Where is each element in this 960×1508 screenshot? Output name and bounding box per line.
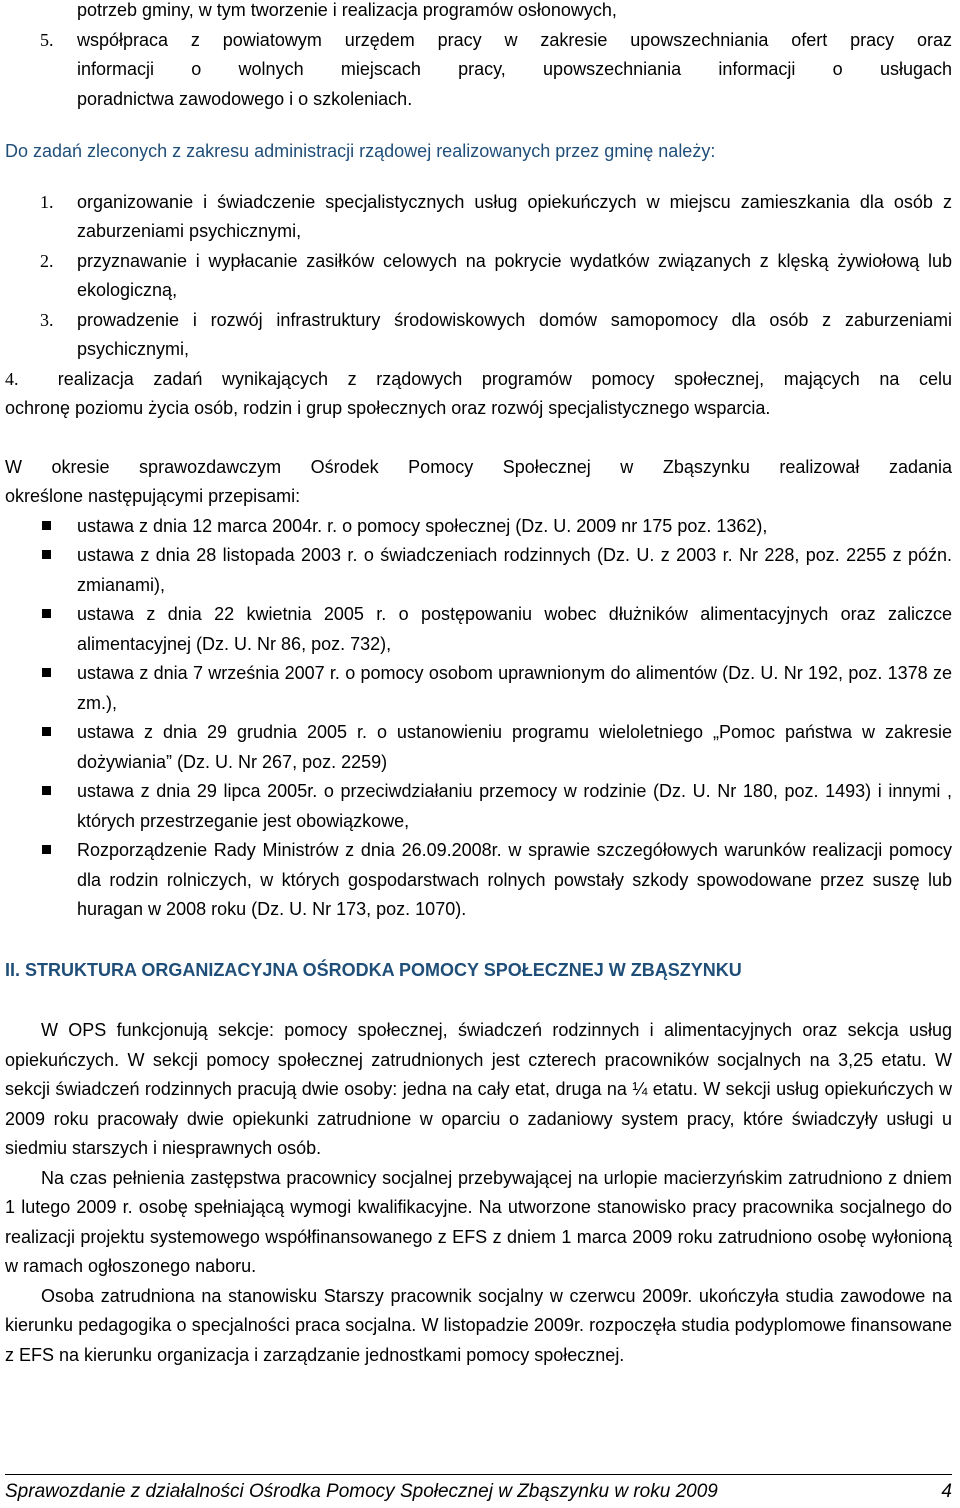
list-item bbox=[5, 836, 952, 925]
task-item-line: informacji o wolnych miejscach pracy, upowszechniania informacji o usługach bbox=[77, 59, 952, 79]
list-item bbox=[5, 777, 952, 836]
delegated-tasks-heading: Do zadań zleconych z zakresu administracji rządowej realizowanych przez gminę należy: bbox=[5, 141, 716, 161]
list-item-text: przyznawanie i wypłacanie zasiłków celowych na pokrycie wydatków związanych z klęską żywiołową lub ekologiczną, bbox=[77, 250, 952, 300]
square-bullet-icon bbox=[42, 609, 51, 618]
list-item bbox=[5, 718, 952, 777]
list-item-text: ustawa z dnia 22 kwietnia 2005 r. o postępowaniu wobec dłużników alimentacyjnych oraz zaliczce alimentacyjnej (Dz. U. Nr 86, poz. 732), bbox=[77, 604, 952, 654]
list-item bbox=[5, 247, 952, 306]
list-item bbox=[5, 188, 952, 247]
list-item-text: ustawa z dnia 12 marca 2004r. r. o pomocy społecznej (Dz. U. 2009 nr 175 poz. 1362), bbox=[77, 515, 768, 536]
page-footer bbox=[5, 1478, 952, 1506]
square-bullet-icon bbox=[42, 668, 51, 677]
square-bullet-icon bbox=[42, 845, 51, 854]
period-intro-line: określone następującymi przepisami: bbox=[5, 486, 301, 506]
list-item bbox=[5, 306, 952, 365]
task-item-line: współpraca z powiatowym urzędem pracy w zakresie upowszechniania ofert pracy oraz bbox=[77, 29, 952, 50]
footer-title: Sprawozdanie z działalności Ośrodka Pomocy Społecznej w Zbąszynku w roku 2009 bbox=[5, 1481, 718, 1502]
list-item-number: 3. bbox=[40, 309, 54, 330]
list-item-text: ustawa z dnia 29 lipca 2005r. o przeciwdziałaniu przemocy w rodzinie (Dz. U. Nr 180, poz. 1493) i innymi , których przestrzeganie jest obowiązkowe, bbox=[77, 781, 952, 831]
paragraph: Osoba zatrudniona na stanowisku Starszy pracownik socjalny w czerwcu 2009r. ukończyła studia zawodowe na kierunku pedagogika o specjalności praca socjalna. W listopadzie 2009r. rozpoczęła studia podyplomowe finansowane z EFS na kierunku organizacja i zarządzanie jednostkami pomocy społecznej. bbox=[5, 1285, 952, 1365]
task-4-line: ochronę poziomu życia osób, rodzin i grup społecznych oraz rozwój specjalistycznego wsparcia. bbox=[5, 398, 771, 418]
document-page bbox=[5, 0, 952, 1370]
square-bullet-icon bbox=[42, 786, 51, 795]
list-item bbox=[5, 659, 952, 718]
square-bullet-icon bbox=[42, 550, 51, 559]
square-bullet-icon bbox=[42, 521, 51, 530]
task-item-line: poradnictwa zawodowego i o szkoleniach. bbox=[77, 88, 413, 109]
list-item-number: 4. bbox=[5, 368, 19, 389]
paragraph: W OPS funkcjonują sekcje: pomocy społecznej, świadczeń rodzinnych i alimentacyjnych oraz sekcja usług opiekuńczych. W sekcji pomocy społecznej zatrudnionych jest czterech pracowników socjalnych na 3,25 etatu. W sekcji świadczeń rodzinnych pracują dwie osoby: jedna na cały etat, druga na ¼ etatu. W sekcji usług opiekuńczych w 2009 roku pracowały dwie opiekunki zatrudnione w oparciu o zadaniowy system pracy, które świadczyły usługi u siedmiu starszych i niesprawnych osób. bbox=[5, 1020, 952, 1158]
square-bullet-icon bbox=[42, 727, 51, 736]
list-item bbox=[5, 600, 952, 659]
list-item-number: 1. bbox=[40, 191, 54, 212]
footer-divider bbox=[5, 1474, 952, 1475]
list-item-text: prowadzenie i rozwój infrastruktury środowiskowych domów samopomocy dla osób z zaburzeniami psychicznymi, bbox=[77, 309, 952, 359]
list-item-text: ustawa z dnia 29 grudnia 2005 r. o ustanowieniu programu wieloletniego „Pomoc państwa w zakresie dożywiania” (Dz. U. Nr 267, poz. 2259) bbox=[77, 722, 952, 772]
list-item bbox=[5, 541, 952, 600]
delegated-task-4 bbox=[5, 365, 952, 424]
section-title: II. STRUKTURA ORGANIZACYJNA OŚRODKA POMOCY SPOŁECZNEJ W ZBĄSZYNKU bbox=[5, 959, 742, 980]
delegated-tasks-list bbox=[5, 188, 952, 365]
page-number: 4 bbox=[941, 1481, 952, 1502]
list-item-text: ustawa z dnia 7 września 2007 r. o pomocy osobom uprawnionym do alimentów (Dz. U. Nr 192, poz. 1378 ze zm.), bbox=[77, 663, 952, 713]
list-item bbox=[5, 512, 952, 542]
laws-list bbox=[5, 512, 952, 925]
period-intro bbox=[5, 453, 952, 512]
task-item-5 bbox=[5, 26, 952, 115]
list-item-number: 2. bbox=[40, 250, 54, 271]
list-item-text: ustawa z dnia 28 listopada 2003 r. o świadczeniach rodzinnych (Dz. U. z 2003 r. Nr 228, poz. 2255 z późn. zmianami), bbox=[77, 545, 952, 595]
task-item-number: 5. bbox=[40, 29, 54, 50]
list-item-text: organizowanie i świadczenie specjalistycznych usług opiekuńczych w miejscu zamieszkania dla osób z zaburzeniami psychicznymi, bbox=[77, 191, 952, 241]
paragraph: Na czas pełnienia zastępstwa pracownicy socjalnej przebywającej na urlopie macierzyńskim zatrudniono z dniem 1 lutego 2009 r. osobę spełniającą wymogi kwalifikacyjne. Na utworzone stanowisko pracy pracownika socjalnego do realizacji projektu systemowego współfinansowanego z EFS z dniem 1 marca 2009 roku zatrudniono osobę wyłonioną w ramach ogłoszonego naboru. bbox=[5, 1167, 952, 1276]
period-intro-line: W okresie sprawozdawczym Ośrodek Pomocy Społecznej w Zbąszynku realizował zadania bbox=[5, 456, 952, 477]
task-4-line: 4. realizacja zadań wynikających z rządowych programów pomocy społecznej, mających na celu bbox=[5, 368, 952, 389]
top-fragment: potrzeb gminy, w tym tworzenie i realizacja programów osłonowych, bbox=[77, 0, 617, 20]
list-item-text: Rozporządzenie Rady Ministrów z dnia 26.09.2008r. w sprawie szczegółowych warunków realizacji pomocy dla rodzin rolniczych, w których gospodarstwach rolnych powstały szkody spowodowane przez suszę lub huragan w 2008 roku (Dz. U. Nr 173, poz. 1070). bbox=[77, 840, 952, 919]
